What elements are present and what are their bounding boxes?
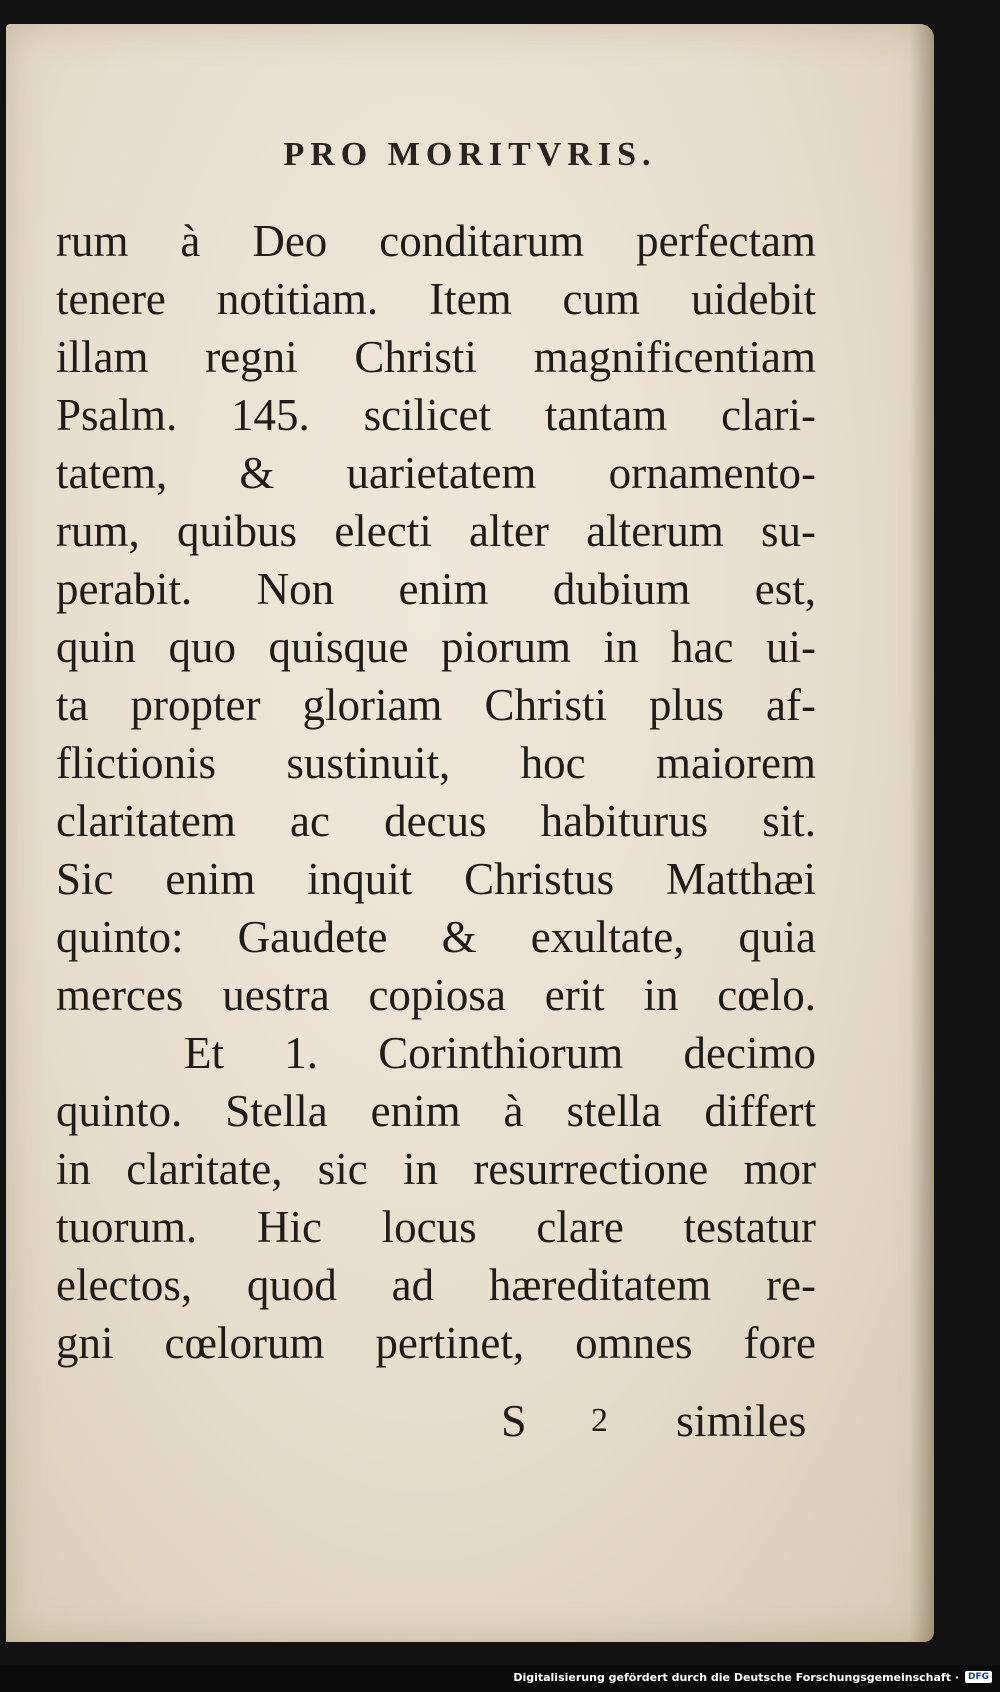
- text-line: in claritate, sic in resurrectione mor: [56, 1144, 816, 1194]
- text-line: quinto: Gaudete & exultate, quia: [56, 912, 816, 962]
- text-line: tuorum. Hic locus clare testatur: [56, 1202, 816, 1252]
- signature-mark: S: [501, 1395, 527, 1446]
- text-line: flictionis sustinuit, hoc maiorem: [56, 738, 816, 788]
- text-line: illam regni Christi magnificentiam: [56, 332, 816, 382]
- text-line: gni cœlorum pertinet, omnes fore: [56, 1318, 816, 1368]
- text-line: claritatem ac decus habiturus sit.: [56, 796, 816, 846]
- text-line: quin quo quisque piorum in hac ui-: [56, 622, 816, 672]
- text-line: electos, quod ad hæreditatem re-: [56, 1260, 816, 1310]
- text-line: tatem, & uarietatem ornamento-: [56, 448, 816, 498]
- text-line: quinto. Stella enim à stella differt: [56, 1086, 816, 1136]
- text-line: Et 1. Corinthiorum decimo: [184, 1028, 816, 1078]
- text-line: tenere notitiam. Item cum uidebit: [56, 274, 816, 324]
- catchword: similes: [676, 1395, 807, 1446]
- body-text: [56, 212, 816, 1372]
- text-line: Sic enim inquit Christus Matthæi: [56, 854, 816, 904]
- digitization-credit: [513, 1668, 992, 1686]
- text-line: perabit. Non enim dubium est,: [56, 564, 816, 614]
- text-line: rum, quibus electi alter alterum su-: [56, 506, 816, 556]
- text-line: merces uestra copiosa erit in cœlo.: [56, 970, 816, 1020]
- dfg-logo: DFG: [965, 1671, 992, 1683]
- text-line: Psalm. 145. scilicet tantam clari-: [56, 390, 816, 440]
- text-line: ta propter gloriam Christi plus af-: [56, 680, 816, 730]
- credit-text: Digitalisierung gefördert durch die Deutsche Forschungsgemeinschaft ·: [513, 1670, 959, 1684]
- signature-number: 2: [591, 1402, 608, 1439]
- running-head: PRO MORITVRIS.: [283, 136, 657, 173]
- book-page: [6, 24, 934, 1642]
- text-line: rum à Deo conditarum perfectam: [56, 216, 816, 266]
